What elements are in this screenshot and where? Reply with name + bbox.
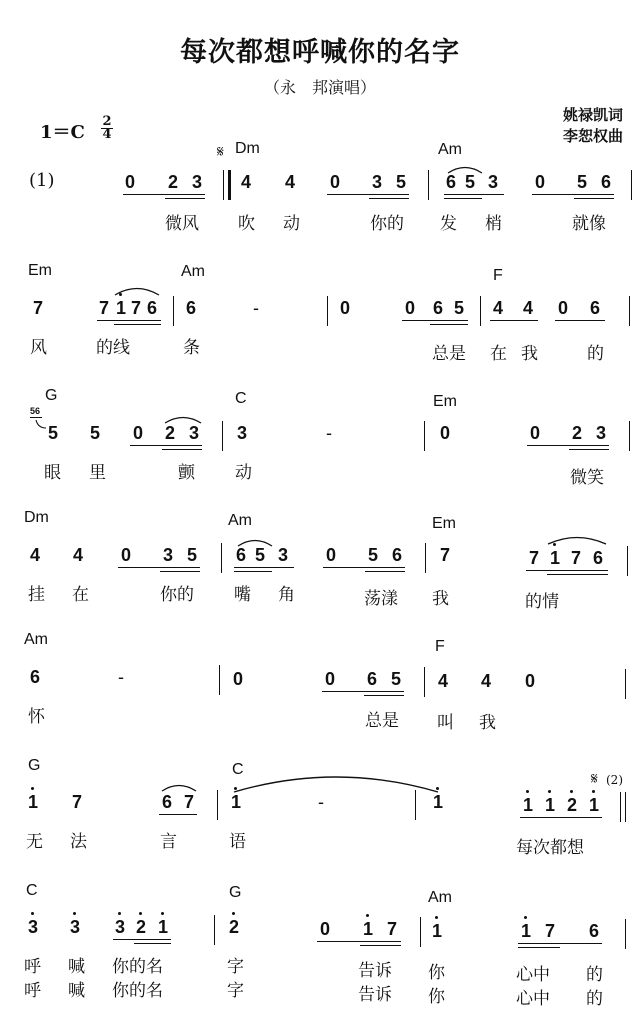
note: 3 (28, 917, 39, 937)
note: 0 (405, 298, 416, 318)
barline (420, 917, 421, 947)
lyric: 叫 (437, 713, 454, 733)
note: 5 (90, 423, 101, 443)
beam (130, 445, 202, 446)
barline (627, 546, 628, 576)
high-octave-dot (31, 912, 34, 915)
beam (365, 571, 405, 572)
note: 7 (131, 298, 142, 318)
note: 0 (330, 172, 341, 192)
chord: C (232, 761, 244, 778)
lyric: 在 (490, 344, 507, 364)
lyric: 语 (229, 832, 246, 852)
note: 4 (30, 545, 41, 565)
note: 1 (116, 298, 127, 318)
dash: - (253, 298, 259, 318)
high-octave-dot (366, 914, 369, 917)
high-octave-dot (436, 787, 439, 790)
lyric: 告诉 (358, 961, 392, 981)
chord: Em (28, 262, 52, 279)
barline (424, 421, 425, 451)
slur (113, 284, 161, 296)
chord: Am (24, 631, 48, 648)
lyric: 你 (428, 963, 445, 983)
chord: F (493, 267, 503, 284)
lyric: 字 (227, 981, 244, 1001)
chord: G (28, 757, 41, 774)
lyric: 里 (89, 463, 106, 483)
chord: Am (228, 512, 252, 529)
repeat-barline (228, 170, 231, 200)
barline (625, 669, 626, 699)
performer-subtitle: （永 邦演唱） (263, 78, 376, 97)
lyric: 无 (26, 832, 43, 852)
key-signature: 1＝C (40, 122, 85, 143)
lyric: 你的 (370, 214, 404, 234)
high-octave-dot (524, 916, 527, 919)
lyric: 荡漾 (364, 589, 398, 609)
high-octave-dot (139, 912, 142, 915)
note: 5 (454, 298, 465, 318)
note: 5 (255, 545, 266, 565)
lyric: 在 (72, 585, 89, 605)
section-marker: (1) (29, 170, 55, 191)
note: 6 (593, 548, 604, 568)
barline (223, 170, 224, 200)
chord: Am (428, 889, 452, 906)
beam (113, 939, 171, 940)
beam (402, 320, 468, 321)
beam (444, 198, 482, 199)
note: 0 (326, 545, 337, 565)
note: 3 (115, 917, 126, 937)
note: 6 (30, 667, 41, 687)
note: 6 (590, 298, 601, 318)
barline (415, 790, 416, 820)
barline (221, 543, 222, 573)
note: 7 (387, 919, 398, 939)
time-signature-bottom: 4 (102, 127, 112, 142)
note: 3 (278, 545, 289, 565)
beam (123, 194, 205, 195)
lyric: 你的名 (112, 957, 163, 977)
beam (162, 449, 202, 450)
barline (173, 296, 174, 326)
note: 0 (125, 172, 136, 192)
note: 1 (521, 921, 532, 941)
beam (444, 194, 504, 195)
lyric: 风 (30, 338, 47, 358)
dash: - (118, 667, 124, 687)
lyric: 怀 (28, 707, 45, 727)
barline (424, 667, 425, 697)
barline (222, 421, 223, 451)
note: 4 (241, 172, 252, 192)
beam (518, 947, 560, 948)
note: 1 (589, 795, 600, 815)
lyric: 喊 (68, 957, 85, 977)
barline (625, 919, 626, 949)
note: 0 (530, 423, 541, 443)
note: 1 (158, 917, 169, 937)
chord: Am (438, 141, 462, 158)
note: 0 (133, 423, 144, 443)
note: 0 (121, 545, 132, 565)
lyric: 喊 (68, 981, 85, 1001)
note: 7 (440, 545, 451, 565)
lyric: 你的名 (112, 981, 163, 1001)
chord: Am (181, 263, 205, 280)
note: 3 (163, 545, 174, 565)
lyric: 每次都想 (516, 838, 584, 858)
beam (369, 198, 409, 199)
segno-icon: 𝄋 (217, 142, 224, 161)
note: 6 (433, 298, 444, 318)
grace-notes: 56 (30, 406, 41, 416)
segno-label: (2) (606, 773, 623, 787)
note: 2 (229, 917, 240, 937)
lyric: 心中 (516, 965, 550, 985)
note: 0 (233, 669, 244, 689)
note: 6 (392, 545, 403, 565)
lyric: 总是 (432, 344, 466, 364)
lyric: 吹 (238, 214, 255, 234)
song-title: 每次都想呼喊你的名字 (180, 37, 460, 68)
beam (97, 320, 161, 321)
note: 6 (589, 921, 600, 941)
high-octave-dot (548, 790, 551, 793)
lyric: 的线 (96, 338, 130, 358)
beam (518, 943, 602, 944)
lyric: 动 (283, 214, 300, 234)
beam (317, 941, 401, 942)
slur (446, 164, 484, 174)
note: 7 (545, 921, 556, 941)
lyric: 发 (440, 214, 457, 234)
chord: Em (433, 393, 457, 410)
note: 3 (372, 172, 383, 192)
barline (327, 296, 328, 326)
beam (569, 449, 609, 450)
note: 4 (493, 298, 504, 318)
note: 2 (165, 423, 176, 443)
lyric: 动 (235, 463, 252, 483)
lyric: 挂 (28, 585, 45, 605)
barline (620, 792, 621, 822)
note: 5 (391, 669, 402, 689)
segno-icon: 𝄋 (591, 769, 598, 788)
note: 1 (523, 795, 534, 815)
beam (160, 571, 200, 572)
lyric: 字 (227, 957, 244, 977)
high-octave-dot (161, 912, 164, 915)
note: 3 (488, 172, 499, 192)
note: 5 (187, 545, 198, 565)
dash: - (326, 423, 332, 443)
barline (219, 665, 220, 695)
beam (234, 567, 294, 568)
note: 1 (545, 795, 556, 815)
beam (159, 814, 197, 815)
note: 5 (368, 545, 379, 565)
note: 5 (396, 172, 407, 192)
beam (134, 943, 171, 944)
chord: Em (432, 515, 456, 532)
slur (163, 414, 203, 424)
beam (490, 320, 538, 321)
lyric: 嘴 (234, 585, 251, 605)
note: 7 (72, 792, 83, 812)
lyric: 的 (587, 344, 604, 364)
note: 1 (432, 921, 443, 941)
note: 7 (99, 298, 110, 318)
beam (327, 194, 409, 195)
beam (532, 194, 614, 195)
slur (236, 537, 274, 547)
note: 1 (231, 792, 242, 812)
lyric: 微风 (165, 214, 199, 234)
lyric: 我 (521, 344, 538, 364)
note: 0 (325, 669, 336, 689)
beam (520, 817, 602, 818)
chord: Dm (235, 140, 260, 157)
note: 6 (162, 792, 173, 812)
chord: C (26, 882, 38, 899)
high-octave-dot (118, 912, 121, 915)
note: 4 (285, 172, 296, 192)
note: 5 (465, 172, 476, 192)
barline (480, 296, 481, 326)
slur (546, 533, 608, 545)
beam (323, 567, 405, 568)
lyric: 角 (278, 585, 295, 605)
lyric: 总是 (365, 711, 399, 731)
lyric: 的 (586, 989, 603, 1009)
lyric: 呼 (24, 981, 41, 1001)
lyric: 梢 (485, 214, 502, 234)
high-octave-dot (526, 790, 529, 793)
beam (360, 945, 401, 946)
beam (430, 324, 468, 325)
note: 2 (136, 917, 147, 937)
note: 6 (236, 545, 247, 565)
chord: C (235, 390, 247, 407)
note: 4 (481, 671, 492, 691)
note: 2 (572, 423, 583, 443)
high-octave-dot (73, 912, 76, 915)
note: 6 (186, 298, 197, 318)
note: 0 (320, 919, 331, 939)
note: 6 (367, 669, 378, 689)
beam (234, 571, 272, 572)
note: 0 (558, 298, 569, 318)
note: 5 (48, 423, 59, 443)
high-octave-dot (435, 916, 438, 919)
note: 3 (192, 172, 203, 192)
note: 0 (535, 172, 546, 192)
beam (364, 695, 404, 696)
note: 5 (577, 172, 588, 192)
high-octave-dot (232, 912, 235, 915)
lyric: 心中 (516, 989, 550, 1009)
barline (425, 543, 426, 573)
note: 7 (571, 548, 582, 568)
chord: G (229, 884, 242, 901)
note: 2 (567, 795, 578, 815)
beam (114, 324, 161, 325)
lyric: 你 (428, 987, 445, 1007)
note: 3 (237, 423, 248, 443)
lyric: 微笑 (570, 468, 604, 488)
lyric: 的 (586, 965, 603, 985)
tie (230, 772, 442, 794)
lyric: 我 (479, 713, 496, 733)
note: 4 (73, 545, 84, 565)
note: 7 (529, 548, 540, 568)
lyric: 告诉 (358, 985, 392, 1005)
note: 3 (596, 423, 607, 443)
note: 0 (525, 671, 536, 691)
note: 1 (363, 919, 374, 939)
high-octave-dot (31, 787, 34, 790)
high-octave-dot (592, 790, 595, 793)
slur (160, 782, 198, 792)
lyric: 你的 (160, 585, 194, 605)
composer-credit: 李恕权曲 (563, 127, 624, 145)
lyric: 呼 (24, 957, 41, 977)
barline (217, 790, 218, 820)
barline (214, 915, 215, 945)
note: 7 (33, 298, 44, 318)
double-barline (625, 792, 626, 822)
beam (526, 570, 608, 571)
beam (527, 445, 609, 446)
note: 1 (433, 792, 444, 812)
note: 6 (601, 172, 612, 192)
lyricist-credit: 姚禄凯词 (563, 106, 624, 124)
barline (629, 296, 630, 326)
note: 0 (340, 298, 351, 318)
lyric: 眼 (44, 463, 61, 483)
beam (574, 198, 614, 199)
note: 1 (550, 548, 561, 568)
barline (631, 170, 632, 200)
lyric: 颤 (178, 463, 195, 483)
beam (547, 574, 608, 575)
note: 6 (446, 172, 457, 192)
lyric: 就像 (572, 214, 606, 234)
note: 2 (168, 172, 179, 192)
chord: Dm (24, 509, 49, 526)
note: 6 (147, 298, 158, 318)
barline (629, 421, 630, 451)
lyric: 言 (160, 832, 177, 852)
note: 7 (184, 792, 195, 812)
lyric: 我 (432, 589, 449, 609)
lyric: 条 (183, 338, 200, 358)
beam (555, 320, 605, 321)
note: 3 (189, 423, 200, 443)
note: 1 (28, 792, 39, 812)
time-signature (101, 116, 113, 141)
lyric: 的情 (525, 592, 559, 612)
lyric: 法 (70, 832, 87, 852)
high-octave-dot (570, 790, 573, 793)
note: 4 (523, 298, 534, 318)
chord: G (45, 387, 58, 404)
slur (34, 418, 48, 430)
note: 3 (70, 917, 81, 937)
barline (428, 170, 429, 200)
beam (118, 567, 200, 568)
beam (322, 691, 404, 692)
beam (165, 198, 205, 199)
note: 0 (440, 423, 451, 443)
time-signature-top: 2 (102, 114, 112, 129)
chord: F (435, 638, 445, 655)
dash: - (318, 792, 324, 812)
note: 4 (438, 671, 449, 691)
